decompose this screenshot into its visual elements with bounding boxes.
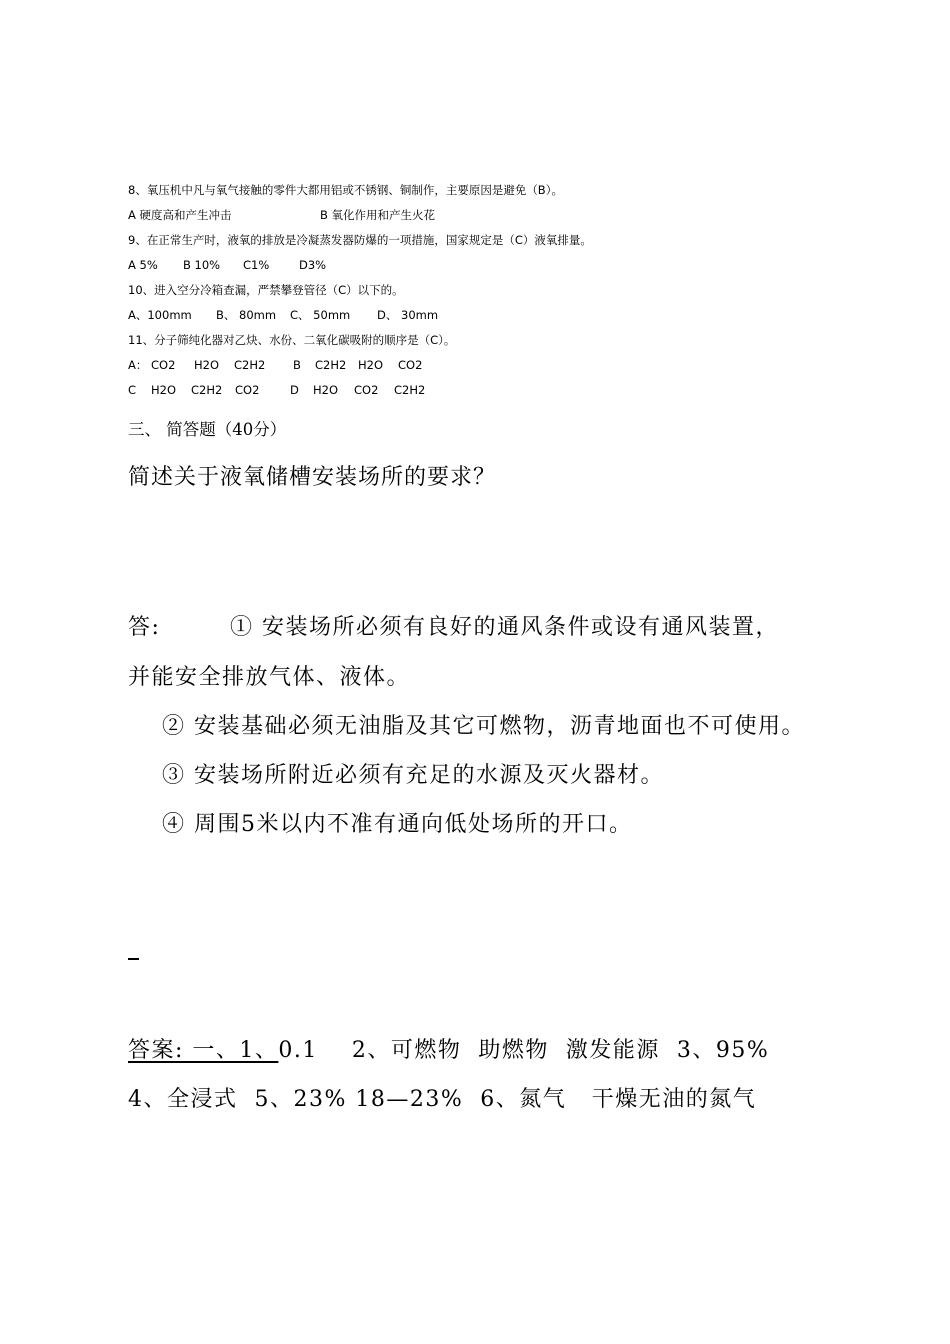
q11-row1-b2: H2O <box>358 358 384 372</box>
q11-row1-b: B <box>293 358 301 372</box>
answer-key-label: 答案: 一、1、 <box>128 1038 279 1063</box>
question-11: 11、分子筛纯化器对乙炔、水份、二氧化碳吸附的顺序是（C）。 <box>128 333 456 347</box>
answer-item-2: ② 安装基础必须无油脂及其它可燃物，沥青地面也不可使用。 <box>162 714 805 739</box>
q11-row2-d3: C2H2 <box>394 383 426 397</box>
q9-option-c: C1% <box>243 258 270 272</box>
q9-option-b: B 10% <box>183 258 221 272</box>
q10-option-a: A、100mm <box>128 308 192 322</box>
q8-option-a: A 硬度高和产生冲击 <box>128 208 232 222</box>
underscore-mark <box>128 958 139 960</box>
answer-key-line-1-rest: 0.1 2、可燃物 助燃物 激发能源 3、95% <box>278 1038 770 1063</box>
answer-item-4: ④ 周围5米以内不准有通向低处场所的开口。 <box>162 812 633 837</box>
answer-item-3: ③ 安装场所附近必须有充足的水源及灭火器材。 <box>162 763 664 788</box>
q10-option-b: B、 80mm <box>216 308 277 322</box>
answer-key-line-1 <box>128 1037 769 1065</box>
section-heading: 三、 简答题（40分） <box>128 420 287 439</box>
answer-item-1-line-1: ① 安装场所必须有良好的通风条件或设有通风装置， <box>230 615 779 640</box>
question-9: 9、在正常生产时，液氧的排放是冷凝蒸发器防爆的一项措施，国家规定是（C）液氧排量。 <box>128 233 592 247</box>
q11-row2-c3: CO2 <box>235 383 260 397</box>
q11-row2-d2: CO2 <box>354 383 379 397</box>
q10-option-d: D、 30mm <box>377 308 439 322</box>
q8-option-b: B 氧化作用和产生火花 <box>320 208 436 222</box>
q11-row1-a3: C2H2 <box>234 358 266 372</box>
q11-row2-c: C <box>128 383 137 397</box>
q9-option-a: A 5% <box>128 258 158 272</box>
q11-row2-c2: C2H2 <box>191 383 223 397</box>
q11-row1-b1: C2H2 <box>315 358 347 372</box>
question-8: 8、氧压机中凡与氧气接触的零件大都用铝或不锈钢、铜制作，主要原因是避免（B）。 <box>128 183 563 197</box>
q9-option-d: D3% <box>299 258 327 272</box>
answer-label: 答: <box>128 615 161 640</box>
question-10: 10、进入空分冷箱查漏，严禁攀登管径（C）以下的。 <box>128 283 404 297</box>
q11-row2-d: D <box>290 383 299 397</box>
q11-row2-c1: H2O <box>151 383 177 397</box>
answer-key-line-2: 4、全浸式 5、23% 18—23% 6、氮气 干燥无油的氮气 <box>128 1087 757 1112</box>
q11-row1-a2: H2O <box>194 358 220 372</box>
answer-item-1-line-2: 并能安全排放气体、液体。 <box>128 665 411 690</box>
q11-row1-b3: CO2 <box>398 358 423 372</box>
question-text: 简述关于液氧储槽安装场所的要求？ <box>128 465 497 490</box>
q10-option-c: C、 50mm <box>290 308 351 322</box>
q11-row2-d1: H2O <box>313 383 339 397</box>
q11-row1-a: A： CO2 <box>128 358 176 372</box>
